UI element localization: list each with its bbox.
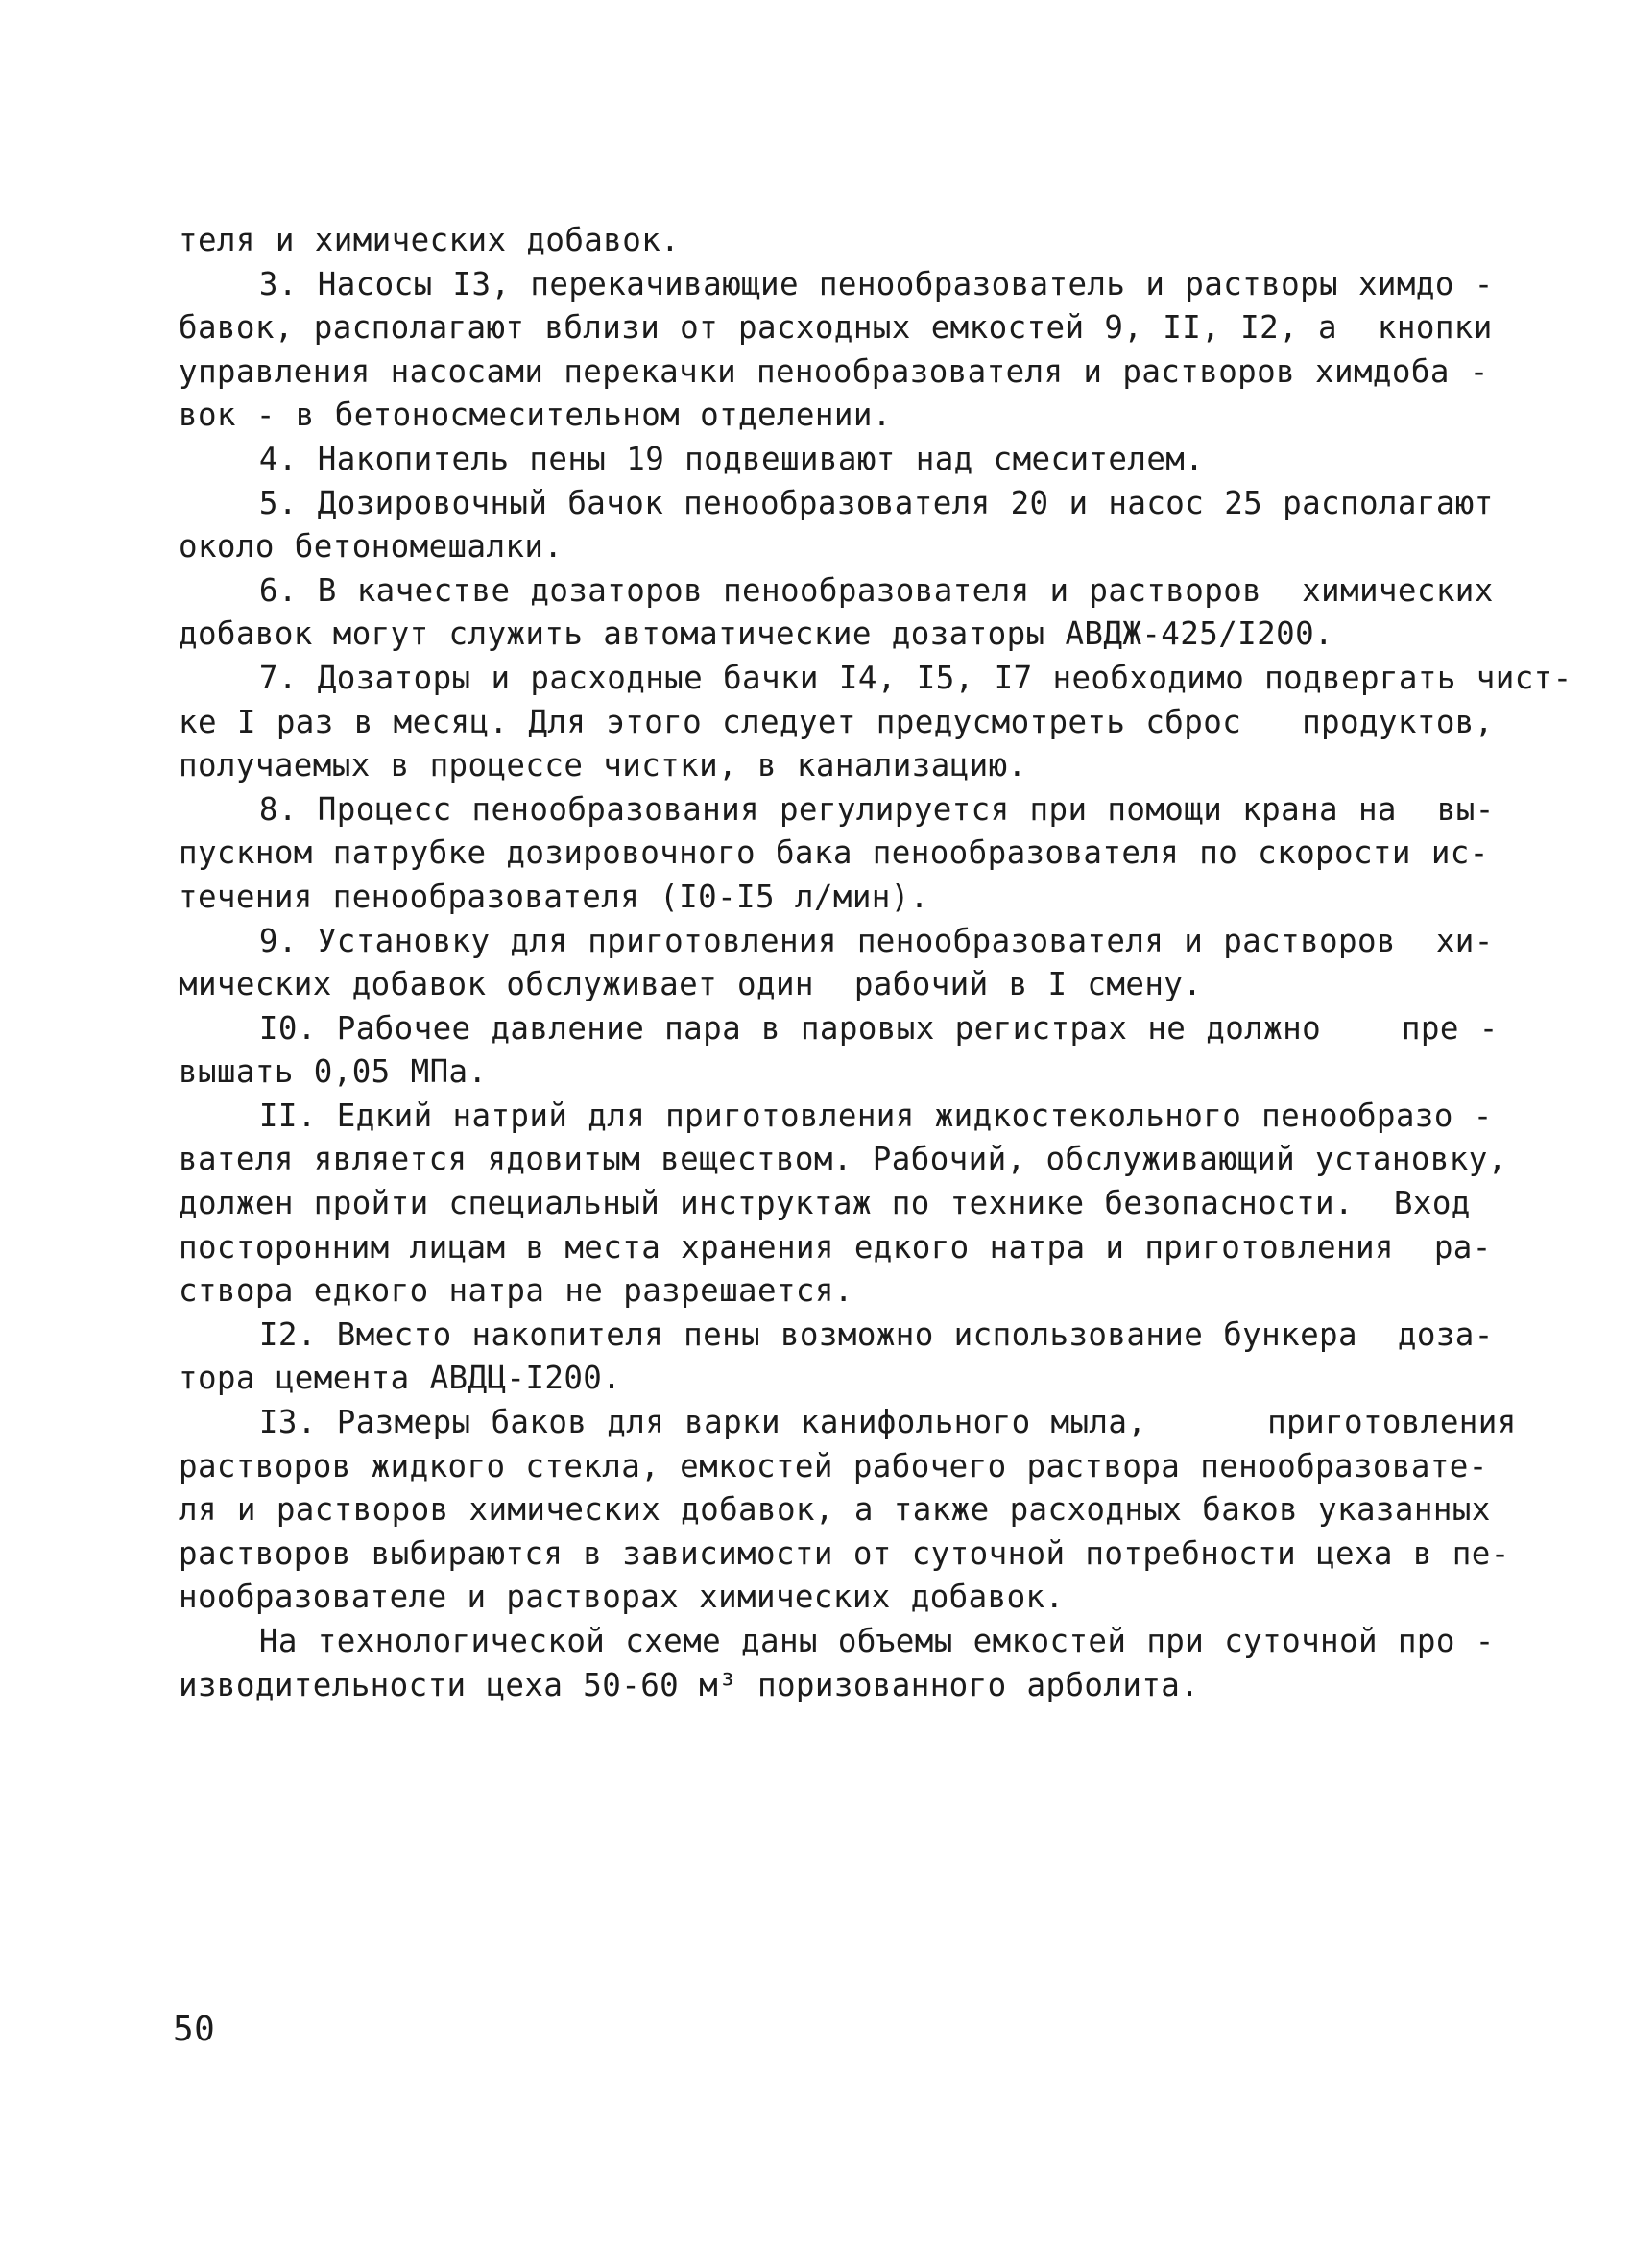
text-line: бавок, располагают вблизи от расходных емкостей 9, II, I2, а кнопки: [179, 309, 1493, 347]
text-line: II. Едкий натрий для приготовления жидкостекольного пенообразо -: [179, 1097, 1493, 1134]
text-line: 7. Дозаторы и расходные бачки I4, I5, I7 необходимо подвергать чист-: [179, 659, 1572, 696]
text-line: 9. Установку для приготовления пенообразователя и растворов хи-: [179, 922, 1494, 959]
text-line: 4. Накопитель пены 19 подвешивают над смесителем.: [179, 440, 1205, 477]
text-line: I0. Рабочее давление пара в паровых регистрах не должно пре -: [179, 1009, 1499, 1047]
text-line: изводительности цеха 50-60 м³ поризованного арболита.: [179, 1666, 1200, 1703]
text-line: ке I раз в месяц. Для этого следует предусмотреть сброс продуктов,: [179, 703, 1494, 740]
text-line: На технологической схеме даны объемы емкостей при суточной про -: [179, 1623, 1495, 1659]
text-line: 8. Процесс пенообразования регулируется при помощи крана на вы-: [179, 790, 1495, 828]
text-line: управления насосами перекачки пенообразователя и растворов химдоба -: [179, 352, 1489, 390]
text-line: вателя является ядовитым веществом. Рабочий, обслуживающий установку,: [179, 1141, 1507, 1178]
text-line: течения пенообразователя (I0-I5 л/мин).: [179, 878, 929, 915]
text-line: 6. В качестве дозаторов пенообразователя и растворов химических: [179, 571, 1494, 609]
text-line: должен пройти специальный инструктаж по технике безопасности. Вход: [179, 1185, 1471, 1222]
text-line: получаемых в процессе чистки, в канализацию.: [179, 747, 1027, 784]
text-line: добавок могут служить автоматические дозаторы АВДЖ-425/I200.: [179, 615, 1333, 653]
body-text: [179, 219, 1572, 1707]
text-line: 3. Насосы I3, перекачивающие пенообразователь и растворы химдо -: [179, 265, 1494, 302]
text-line: мических добавок обслуживает один рабочий в I смену.: [179, 966, 1203, 1003]
text-line: 5. Дозировочный бачок пенообразователя 20 и насос 25 располагают: [179, 484, 1494, 521]
text-line: вышать 0,05 МПа.: [179, 1053, 488, 1091]
text-line: нообразователе и растворах химических добавок.: [179, 1579, 1065, 1616]
text-line: посторонним лицам в места хранения едкого натра и приготовления ра-: [179, 1228, 1492, 1266]
text-line: растворов жидкого стекла, емкостей рабочего раствора пенообразовате-: [179, 1447, 1488, 1484]
text-line: пускном патрубке дозировочного бака пенообразователя по скорости ис-: [179, 834, 1489, 872]
text-line: около бетономешалки.: [179, 528, 564, 566]
text-line: вок - в бетоносмесительном отделении.: [179, 397, 892, 434]
text-line: ля и растворов химических добавок, а также расходных баков указанных: [179, 1491, 1491, 1529]
text-line: I3. Размеры баков для варки канифольного мыла, приготовления: [179, 1404, 1517, 1441]
text-line: I2. Вместо накопителя пены возможно использование бункера доза-: [179, 1315, 1494, 1353]
text-line: теля и химических добавок.: [179, 222, 681, 258]
page-number: 50: [173, 2010, 216, 2049]
text-line: тора цемента АВДЦ-I200.: [179, 1360, 622, 1397]
text-line: растворов выбираются в зависимости от суточной потребности цеха в пе-: [179, 1534, 1510, 1572]
text-line: створа едкого натра не разрешается.: [179, 1272, 853, 1310]
